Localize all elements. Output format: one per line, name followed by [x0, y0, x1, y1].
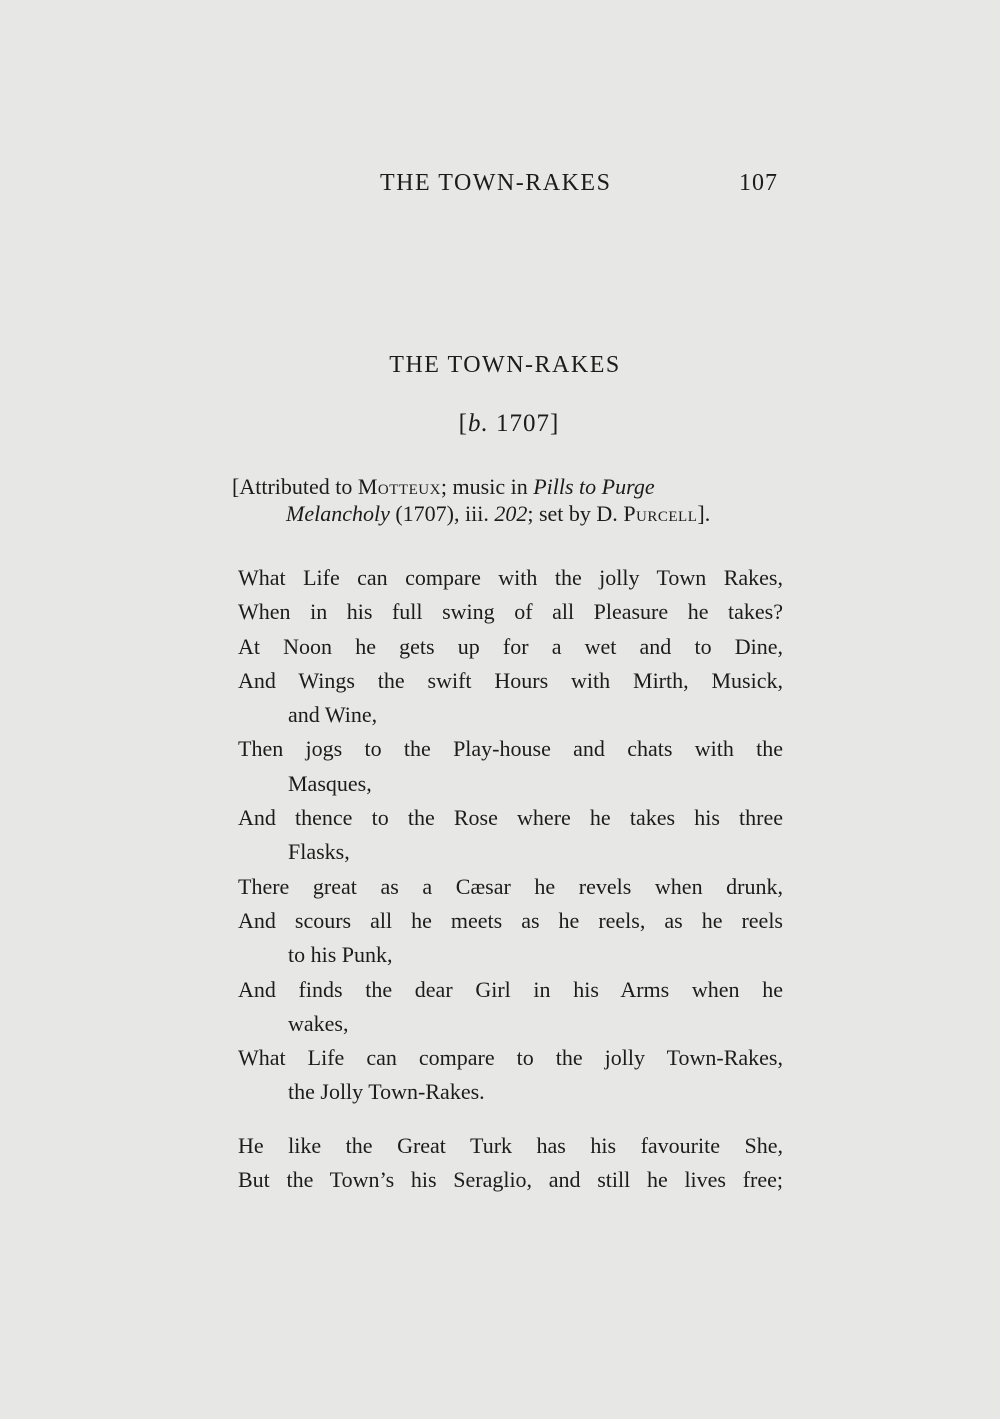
running-head-title: THE TOWN-RAKES	[380, 170, 612, 196]
verse-line: He like the Great Turk has his favourite She,	[238, 1133, 783, 1158]
verse-line: At Noon he gets up for a wet and to Dine,	[238, 633, 783, 659]
page-number: 107	[739, 170, 778, 196]
verse-line: And scours all he meets as he reels, as he reels	[238, 907, 783, 933]
attribution-close: ].	[697, 501, 711, 526]
stanza-1	[238, 561, 783, 1110]
verse-line: Flasks,	[288, 839, 350, 865]
verse-line: And thence to the Rose where he takes his three	[238, 805, 783, 831]
stanza-2	[238, 1129, 783, 1198]
attribution-author: Motteux	[357, 474, 441, 499]
verse-line: What Life can compare to the jolly Town-Rakes,	[238, 1045, 783, 1071]
verse-line: And Wings the swift Hours with Mirth, Musick,	[238, 667, 783, 693]
verse-line: and Wine,	[288, 702, 378, 728]
verse-line: the Jolly Town-Rakes.	[288, 1079, 485, 1105]
attribution-page-ref: 202	[494, 501, 528, 526]
attribution-source-title-2: Melancholy	[286, 501, 390, 526]
verse-line: wakes,	[288, 1010, 349, 1036]
verse-line: Masques,	[288, 770, 372, 796]
date-abbrev: b.	[468, 410, 489, 437]
verse-line: Then jogs to the Play-house and chats with the	[238, 736, 783, 762]
attribution-part3: (1707), iii.	[389, 501, 495, 526]
date-open-bracket: [	[458, 410, 468, 437]
attribution-line2	[232, 500, 788, 527]
verse-line: And finds the dear Girl in his Arms when he	[238, 976, 783, 1002]
verse-line: There great as a Cæsar he revels when drunk,	[238, 873, 783, 899]
poem-title: THE TOWN-RAKES	[389, 352, 621, 378]
attribution-part4: ; set by D.	[527, 501, 624, 526]
verse-line: But the Town’s his Seraglio, and still he lives free;	[238, 1167, 783, 1193]
attribution-note	[232, 473, 788, 527]
verse-line: What Life can compare with the jolly Town Rakes,	[238, 565, 783, 590]
attribution-composer: Purcell	[623, 501, 698, 526]
date-year: 1707]	[488, 410, 560, 437]
attribution-part2: ; music in	[440, 474, 534, 499]
attribution-part1: [Attributed to	[232, 474, 358, 499]
poem-date	[0, 410, 1000, 438]
verse-line: to his Punk,	[288, 942, 393, 968]
running-head	[238, 170, 782, 204]
verse-line: When in his full swing of all Pleasure he takes?	[238, 599, 783, 625]
attribution-source-title-1: Pills to Purge	[533, 474, 655, 499]
